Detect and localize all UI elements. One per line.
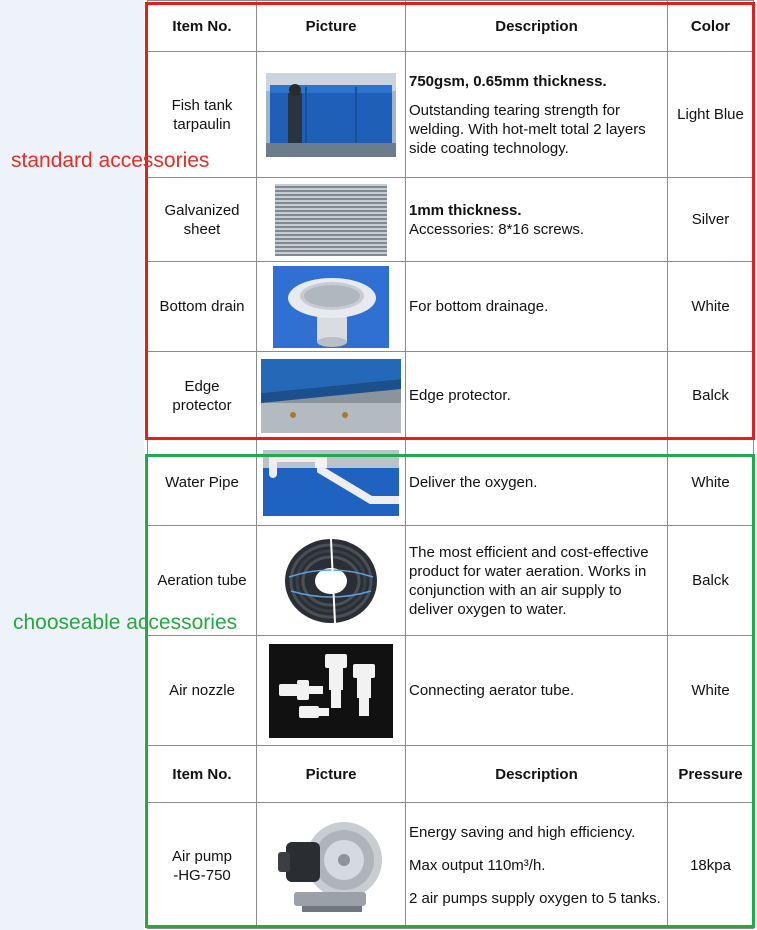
table-row xyxy=(148,52,754,178)
item-cell: Water Pipe xyxy=(148,440,257,526)
description-line: deliver oxygen to water. xyxy=(409,600,567,618)
table-row xyxy=(148,440,754,526)
edge-protector-photo xyxy=(261,359,401,433)
color-cell: Light Blue xyxy=(668,52,754,178)
header-item-no: Item No. xyxy=(148,1,257,52)
item-cell: Air nozzle xyxy=(148,636,257,746)
water-pipe-photo xyxy=(263,450,399,516)
description-cell xyxy=(406,178,668,262)
item-cell xyxy=(148,178,257,262)
pump-header-pressure: Pressure xyxy=(668,746,754,803)
description-line: conjunction with an air supply to xyxy=(409,581,622,599)
description-line: For bottom drainage. xyxy=(409,298,549,315)
galvanized-sheet-photo xyxy=(275,184,387,256)
item-name-line: sheet xyxy=(183,220,221,238)
table-row xyxy=(148,178,754,262)
blue-tarpaulin-tank-photo xyxy=(266,73,396,157)
header-picture: Picture xyxy=(257,1,406,52)
description-cell xyxy=(406,803,668,929)
table-row xyxy=(148,262,754,352)
item-name-line: Edge xyxy=(184,377,220,395)
color-cell: Balck xyxy=(668,352,754,440)
color-cell: White xyxy=(668,440,754,526)
description-cell xyxy=(406,526,668,636)
item-cell xyxy=(148,352,257,440)
description-line: 2 air pumps supply oxygen to 5 tanks. xyxy=(409,890,661,907)
picture-cell xyxy=(257,52,406,178)
description-cell xyxy=(406,262,668,352)
pump-header-row xyxy=(148,746,754,803)
air-nozzle-photo xyxy=(269,644,393,738)
header-color: Color xyxy=(668,1,754,52)
picture-cell xyxy=(257,352,406,440)
description-cell xyxy=(406,636,668,746)
air-pump-photo xyxy=(272,810,390,922)
picture-cell xyxy=(257,440,406,526)
description-line: Energy saving and high efficiency. xyxy=(409,824,636,841)
item-name-line: Galvanized xyxy=(164,201,240,219)
description-line: side coating technology. xyxy=(409,139,569,157)
item-name-line: Air pump xyxy=(171,847,233,865)
description-line: Accessories: 8*16 screws. xyxy=(409,220,585,238)
description-line: welding. With hot-melt total 2 layers xyxy=(409,120,646,138)
item-cell: Bottom drain xyxy=(148,262,257,352)
description-line: Edge protector. xyxy=(409,387,511,404)
picture-cell xyxy=(257,803,406,929)
table-row xyxy=(148,636,754,746)
description-line: Deliver the oxygen. xyxy=(409,474,538,491)
standard-accessories-label: standard accessories xyxy=(11,149,210,172)
color-cell: Silver xyxy=(668,178,754,262)
table-row xyxy=(148,352,754,440)
description-bold: 750gsm, 0.65mm thickness. xyxy=(409,72,607,90)
item-name-line: Fish tank xyxy=(171,96,233,114)
table-row xyxy=(148,526,754,636)
chooseable-accessories-label: chooseable accessories xyxy=(13,611,238,634)
item-name-line: -HG-750 xyxy=(173,866,231,884)
description-line: The most efficient and cost-effective xyxy=(409,543,649,561)
description-cell xyxy=(406,440,668,526)
pump-header-item-no: Item No. xyxy=(148,746,257,803)
picture-cell xyxy=(257,262,406,352)
item-cell: Aeration tube xyxy=(148,526,257,636)
item-name-line: protector xyxy=(172,396,232,414)
aeration-tube-photo xyxy=(281,533,381,629)
description-line: Connecting aerator tube. xyxy=(409,682,575,699)
description-cell xyxy=(406,52,668,178)
item-cell xyxy=(148,803,257,929)
picture-cell xyxy=(257,178,406,262)
color-cell: White xyxy=(668,636,754,746)
header-description: Description xyxy=(406,1,668,52)
table-header-row xyxy=(148,1,754,52)
pressure-cell: 18kpa xyxy=(668,803,754,929)
description-line: Max output 110m³/h. xyxy=(409,857,546,874)
description-bold: 1mm thickness. xyxy=(409,201,522,219)
item-name-line: tarpaulin xyxy=(173,115,231,133)
bottom-drain-photo xyxy=(273,266,389,348)
table-row xyxy=(148,803,754,929)
pump-header-description: Description xyxy=(406,746,668,803)
picture-cell xyxy=(257,636,406,746)
description-cell xyxy=(406,352,668,440)
picture-cell xyxy=(257,526,406,636)
description-line: product for water aeration. Works in xyxy=(409,562,647,580)
color-cell: Balck xyxy=(668,526,754,636)
pump-header-picture: Picture xyxy=(257,746,406,803)
accessories-table xyxy=(147,0,754,929)
description-line: Outstanding tearing strength for xyxy=(409,101,620,119)
color-cell: White xyxy=(668,262,754,352)
